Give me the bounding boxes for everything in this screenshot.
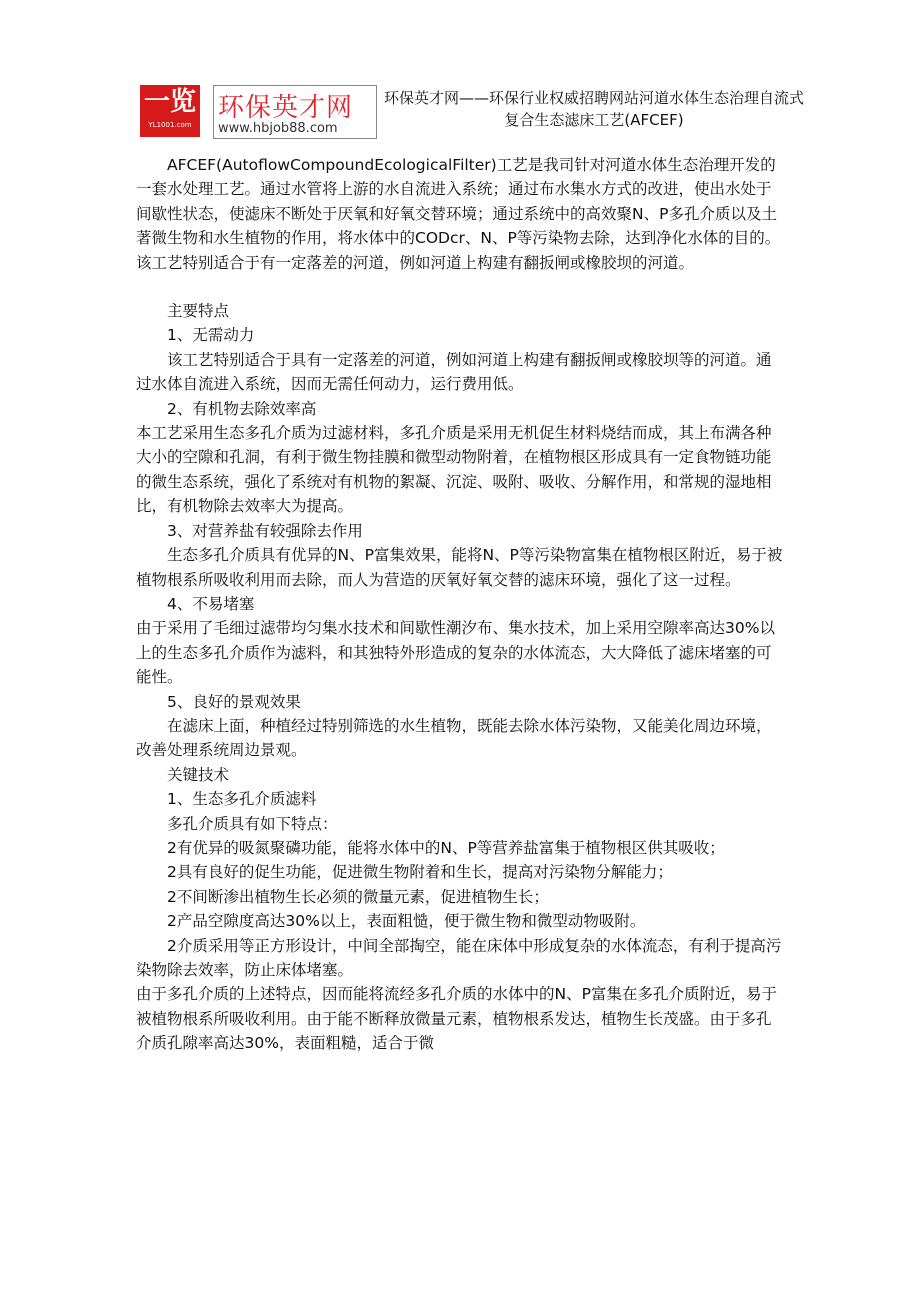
feature-4-title: 4、不易堵塞 xyxy=(167,594,255,613)
feature-3-text: 生态多孔介质具有优异的N、P富集效果，能将N、P等污染物富集在植物根区附近，易于被植物根系所吸收利用而去除，而人为营造的厌氧好氧交替的滤床环境，强化了这一过程。 xyxy=(136,546,783,589)
brand-logo xyxy=(213,85,377,139)
feature-1-text: 该工艺特别适合于具有一定落差的河道，例如河道上构建有翻扳闸或橡胶坝等的河道。通过水体自流进入系统，因而无需任何动力，运行费用低。 xyxy=(136,350,772,394)
tech-1-intro: 多孔介质具有如下特点： xyxy=(167,814,338,833)
tech-1-bullet-4: 2产品空隙度高达30%以上，表面粗慥，便于微生物和微型动物吸附。 xyxy=(167,912,646,931)
document-body xyxy=(136,153,786,1056)
feature-5-title: 5、良好的景观效果 xyxy=(167,692,301,711)
spacer xyxy=(136,275,786,299)
tech-1-bullet-5: 2介质采用等正方形设计，中间全部掏空，能在床体中形成复杂的水体流态，有利于提高污染物除去效率，防止床体堵塞。 xyxy=(136,936,782,979)
feature-1-title: 1、无需动力 xyxy=(167,326,255,345)
tech-1-bullet-1: 2有优异的吸氮聚磷功能，能将水体中的N、P等营养盐富集于植物根区供其吸收； xyxy=(167,838,725,857)
feature-2-title: 2、有机物去除效率高 xyxy=(167,399,317,418)
page-header xyxy=(140,85,805,145)
brand-name: 环保英才网 xyxy=(218,93,354,123)
feature-3-title: 3、对营养盐有较强除去作用 xyxy=(167,521,363,540)
feature-5-text: 在滤床上面，种植经过特别筛选的水生植物，既能去除水体污染物，又能美化周边环境，改善处理系统周边景观。 xyxy=(136,716,772,760)
feature-2-text: 本工艺采用生态多孔介质为过滤材料，多孔介质是采用无机促生材料烧结而成，其上布满各种大小的空隙和孔洞，有利于微生物挂膜和微型动物附着，在植物根区形成具有一定食物链功能的微生态系统，强化了系统对有机物的絮凝、沉淀、吸附、吸收、分解作用，和常规的湿地相比，有机物除去效率大为提高。 xyxy=(136,424,772,516)
features-heading: 主要特点 xyxy=(167,302,230,321)
brand-url[interactable]: www.hbjob88.com xyxy=(218,121,338,136)
yilan-logo xyxy=(140,85,200,137)
feature-4-text: 由于采用了毛细过滤带均匀集水技术和间歇性潮汐布、集水技术，加上采用空隙率高达30%以上的生态多孔介质作为滤料，和其独特外形造成的复杂的水体流态，大大降低了滤床堵塞的可能性。 xyxy=(136,619,775,687)
logo-sub-text: YL1001.com xyxy=(148,121,192,129)
tech-1-bullet-2: 2具有良好的促生功能，促进微生物附着和生长，提高对污染物分解能力； xyxy=(167,863,673,882)
intro-paragraph: AFCEF(AutoflowCompoundEcologicalFilter)工艺是我司针对河道水体生态治理开发的一套水处理工艺。通过水管将上游的水自流进入系统；通过布水集水方式的改进，使出水处于间歇性状态，使滤床不断处于厌氧和好氧交替环境；通过系统中的高效聚N、P多孔介质以及土著微生物和水生植物的作用，将水体中的CODcr、N、P等污染物去除，达到净化水体的目的。该工艺特别适合于有一定落差的河道，例如河道上构建有翻扳闸或橡胶坝的河道。 xyxy=(136,156,781,272)
tech-1-title: 1、生态多孔介质滤料 xyxy=(167,790,317,809)
tech-heading: 关键技术 xyxy=(167,765,230,784)
header-title: 环保英才网——环保行业权威招聘网站河道水体生态治理自流式复合生态滤床工艺(AFCEF) xyxy=(384,89,805,129)
tech-1-bullet-3: 2不间断渗出植物生长必须的微量元素，促进植物生长； xyxy=(167,887,549,906)
tech-1-summary: 由于多孔介质的上述特点，因而能将流经多孔介质的水体中的N、P富集在多孔介质附近，易于被植物根系所吸收利用。由于能不断释放微量元素，植物根系发达，植物生长茂盛。由于多孔介质孔隙率高达30%，表面粗糙，适合于微 xyxy=(136,985,777,1053)
logo-main-text: 一览 xyxy=(143,87,196,117)
